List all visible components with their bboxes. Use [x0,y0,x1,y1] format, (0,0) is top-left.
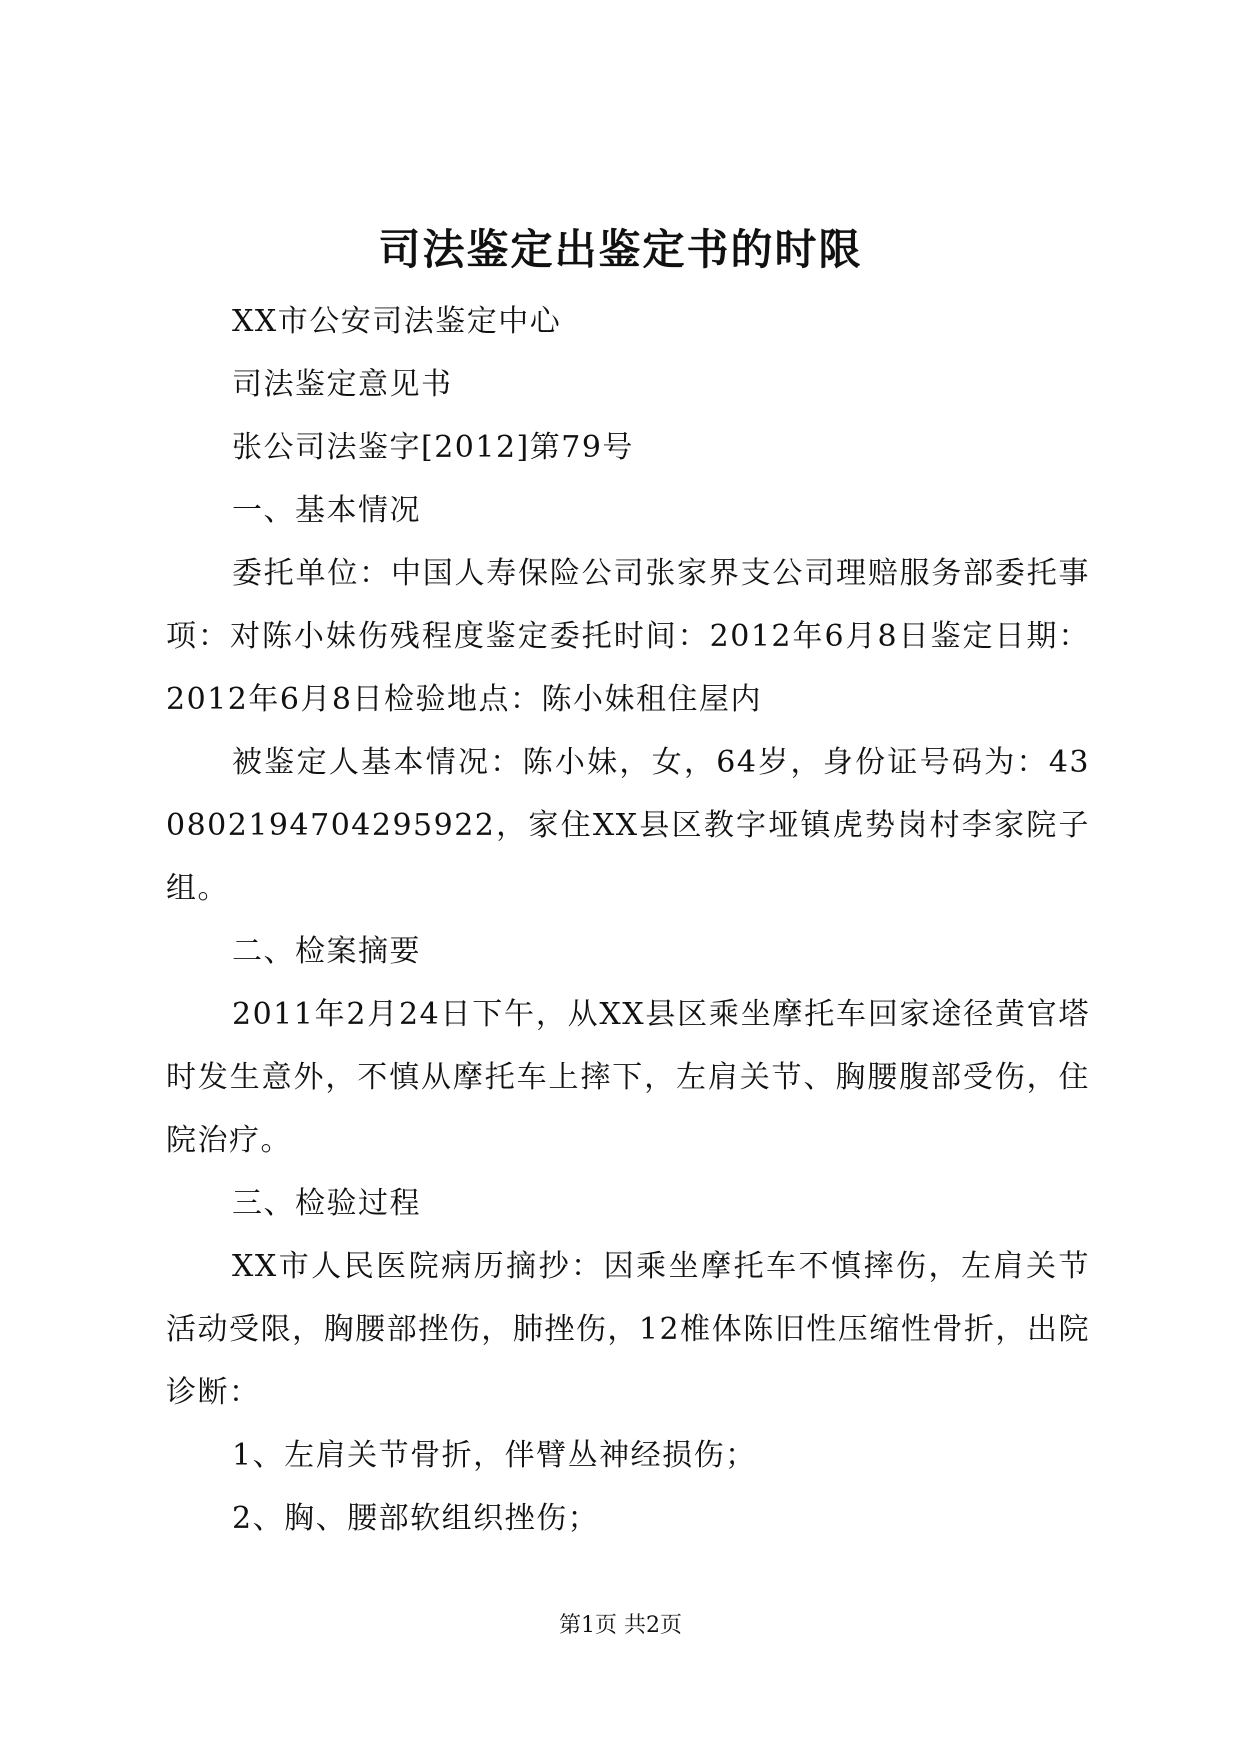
section-heading-basic-info: 一、基本情况 [232,493,421,528]
section-heading-examination: 三、检验过程 [232,1186,421,1221]
list-item-diagnosis-1: 1、左肩关节骨折，伴臂丛神经损伤； [232,1438,757,1473]
list-item-diagnosis-2: 2、胸、腰部软组织挫伤； [232,1501,600,1536]
document-body [166,290,1090,1550]
paragraph-case-summary: 2011年2月24日下午，从XX县区乘坐摩托车回家途径黄官塔时发生意外，不慎从摩托车上摔下，左肩关节、胸腰腹部受伤，住院治疗。 [166,997,1090,1158]
page-number-label: 第1页 共2页 [559,1613,682,1638]
document-title: 司法鉴定出鉴定书的时限 [378,225,863,274]
paragraph-doc-type: 司法鉴定意见书 [232,367,453,402]
paragraph-commission-info: 委托单位：中国人寿保险公司张家界支公司理赔服务部委托事项：对陈小妹伤残程度鉴定委托时间：2012年6月8日鉴定日期：2012年6月8日检验地点：陈小妹租住屋内 [166,556,1090,717]
paragraph-subject-info: 被鉴定人基本情况：陈小妹，女，64岁，身份证号码为：430802194704295922，家住XX县区教字垭镇虎势岗村李家院子组。 [166,745,1090,906]
page-footer [0,1611,1241,1641]
paragraph-doc-number: 张公司法鉴字[2012]第79号 [232,430,634,465]
paragraph-medical-record: XX市人民医院病历摘抄：因乘坐摩托车不慎摔伤，左肩关节活动受限，胸腰部挫伤，肺挫伤，12椎体陈旧性压缩性骨折，出院诊断： [166,1249,1090,1410]
section-heading-case-summary: 二、检案摘要 [232,934,421,969]
paragraph-issuer: XX市公安司法鉴定中心 [232,304,562,339]
